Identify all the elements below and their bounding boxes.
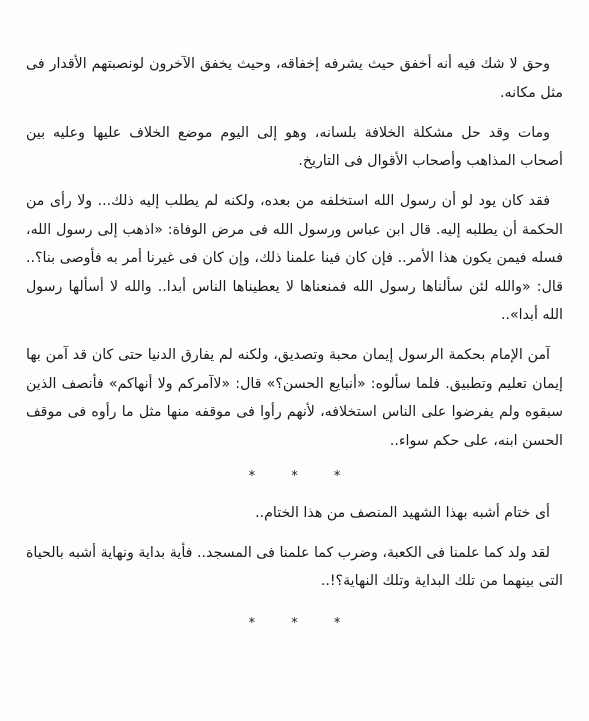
section-separator (26, 467, 563, 487)
separator-star: * (291, 615, 298, 631)
separator-star: * (248, 615, 256, 631)
paragraph-2: ومات وقد حل مشكلة الخلافة بلسانه، وهو إلى اليوم موضع الخلاف عليها وعليه بين أصحاب المذاهب وأصحاب الأقوال فى التاريخ. (26, 124, 563, 169)
paragraph-1: وحق لا شك فيه أنه أخفق حيث يشرفه إخفاقه، وحيث يخفق الآخرون لونصبتهم الأقدار فى مثل مكانه. (26, 56, 563, 101)
separator-star: * (333, 468, 341, 484)
closing-paragraph-2: لقد ولد كما علمنا فى الكعبة، وضرب كما علمنا فى المسجد.. فأية بداية ونهاية أشبه بالحياة التى بينهما من تلك البداية وتلك النهاية؟!.. (26, 544, 563, 589)
paragraph-4: آمن الإمام بحكمة الرسول إيمان محبة وتصديق، ولكنه لم يفارق الدنيا حتى كان قد آمن بها إيمان تعليم وتطبيق. فلما سألوه: «أنبايع الحسن؟» قال: «لاآمركم ولا أنهاكم» فأنصف الذين سبقوه ولم يفرضوا على الناس استخلافه، لأنهم رأوا فى موقفه منها مثل ما رأوه فى موقف الحسن ابنه، على حكم سواء.. (26, 347, 563, 449)
separator-star: * (333, 615, 341, 631)
end-separator (26, 614, 563, 634)
closing-paragraph-1: أى ختام أشبه بهذا الشهيد المنصف من هذا الختام.. (255, 504, 550, 521)
separator-star: * (291, 468, 298, 484)
separator-star: * (248, 468, 256, 484)
paragraph-3: فقد كان يود لو أن رسول الله استخلفه من بعده، ولكنه لم يطلب إليه ذلك... ولا رأى من الحكمة أن يطلبه إليه. قال ابن عباس ورسول الله فى مرض الوفاة: «اذهب إلى رسول الله، فسله فيمن يكون هذا الأمر.. فإن كان فينا علمنا ذلك، وإن كان فى غيرنا أمر به فأوصى بنا؟.. قال: «والله لئن سألناها رسول الله فمنعناها لا يعطيناها الناس أبدا.. والله لا أسألها رسول الله أبدا».. (26, 193, 563, 323)
